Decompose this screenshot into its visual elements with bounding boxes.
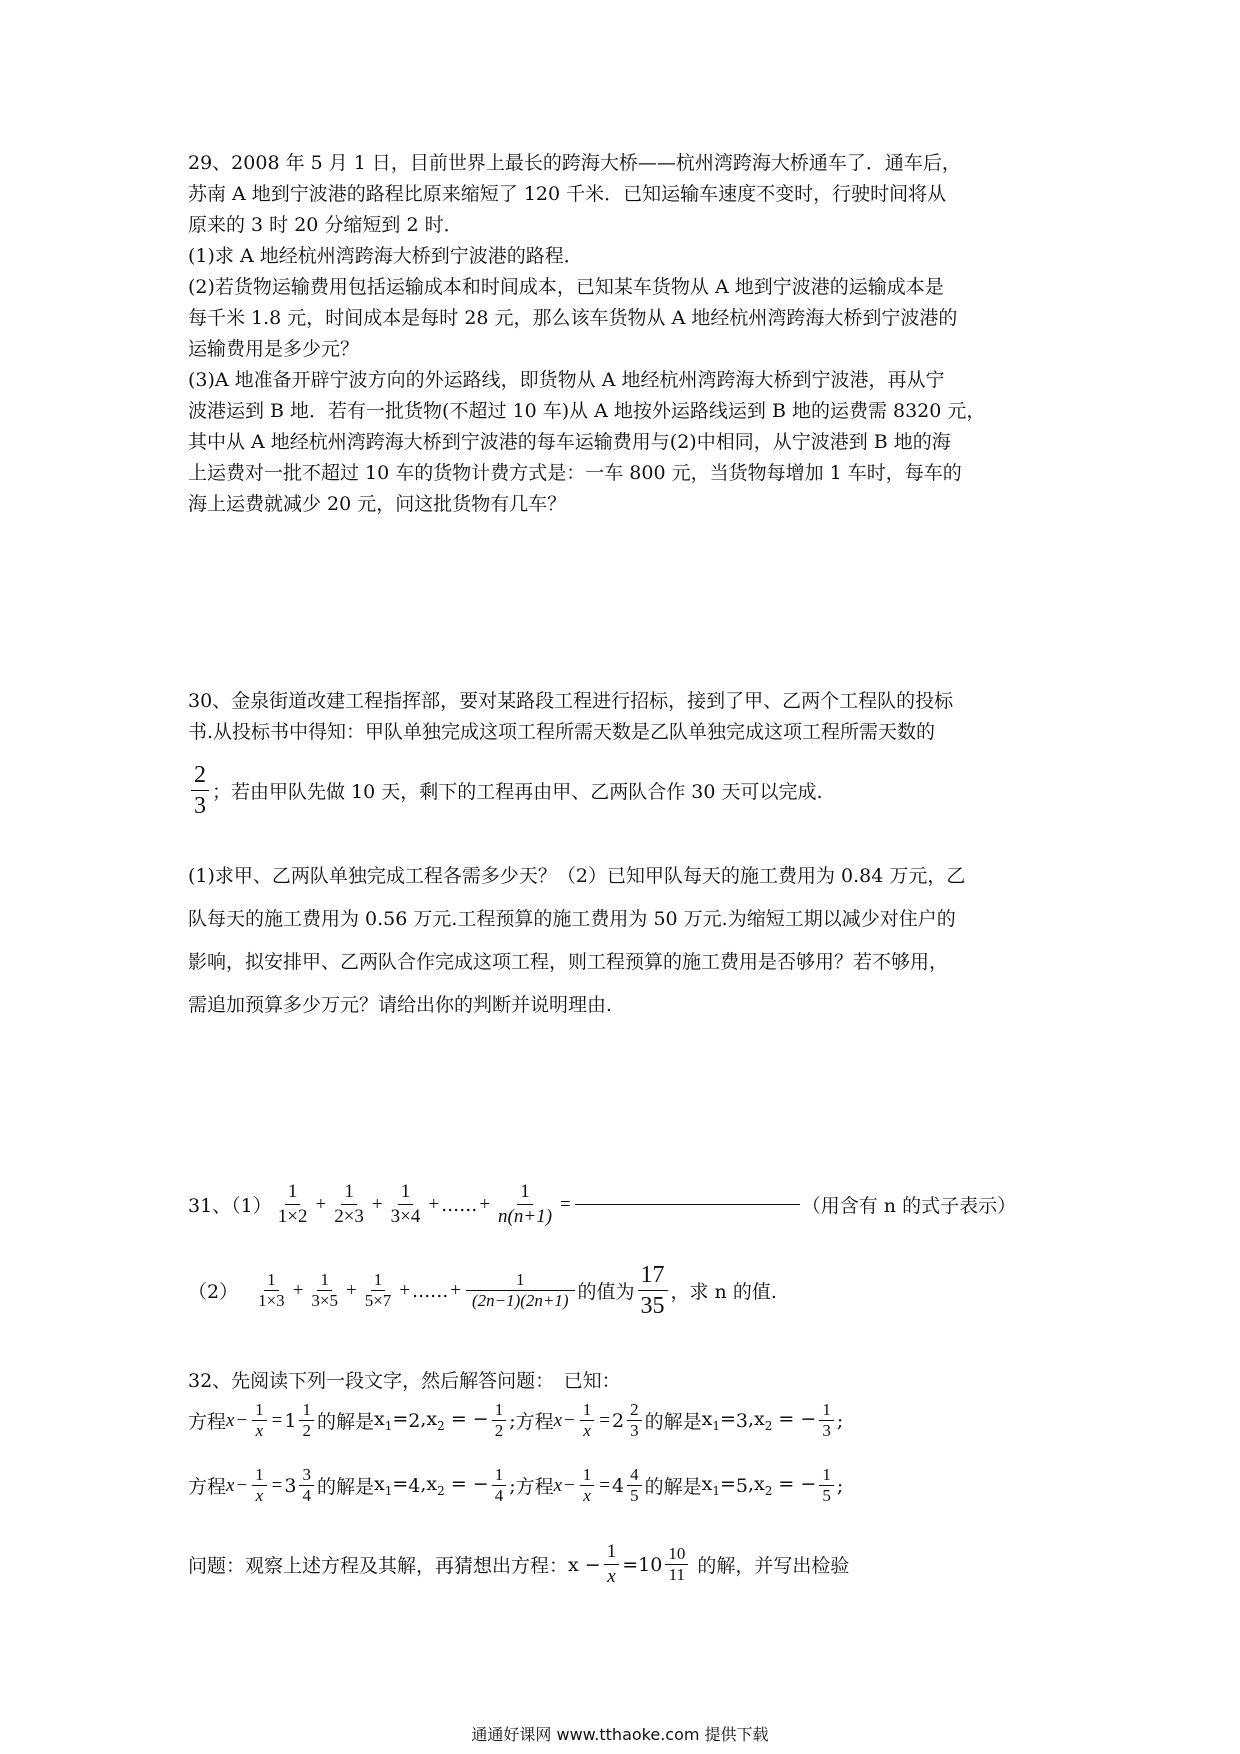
fraction: $\frac{1}{4}$ [492, 1465, 507, 1506]
fraction: $\frac{1}{1\times 2}$ [277, 1181, 308, 1227]
q29-line: 海上运费就减少 20 元，问这批货物有几车？ [188, 493, 567, 515]
fraction: $\frac{1}{2}$ [299, 1400, 314, 1441]
q32-problem: 问题：观察上述方程及其解，再猜想出方程： x − $\frac{1}{x}$ = 10 $\frac{10}{11}$ 的解，并写出检验 [188, 1541, 850, 1587]
q29-line: 上运费对一批不超过 10 车的货物计费方式是：一车 800 元，当货物每增加 1 车时，每车的 [188, 462, 962, 484]
q30-line: 需追加预算多少万元？请给出你的判断并说明理由. [188, 994, 613, 1016]
q29-line: 其中从 A 地经杭州湾跨海大桥到宁波港的每车运输费用与(2)中相同，从宁波港到 B 地的海 [188, 431, 951, 453]
q30-subquestions [188, 855, 1068, 1027]
fraction: $\frac{1}{x}$ [252, 1465, 267, 1506]
q29-line: 运输费用是多少元？ [188, 338, 360, 360]
fraction: $\frac{1}{2\times 3}$ [334, 1181, 364, 1227]
fraction: $\frac{17}{35}$ [638, 1260, 668, 1321]
fraction: $\frac{1}{5\times 7}$ [364, 1270, 392, 1310]
q30-line: 队每天的施工费用为 0.56 万元.工程预算的施工费用为 50 万元.为缩短工期以减少对住户的 [188, 908, 956, 930]
fraction: $\frac{1}{2}$ [492, 1400, 507, 1441]
q32-intro: 32、先阅读下列一段文字，然后解答问题： 已知： [188, 1370, 621, 1392]
fraction: $\frac{1}{n(n+1)}$ [498, 1181, 553, 1227]
fraction: $\frac{1}{x}$ [580, 1400, 595, 1441]
q29-line: 29、2008 年 5 月 1 日，目前世界上最长的跨海大桥——杭州湾跨海大桥通车了．通车后， [188, 152, 961, 174]
q29-line: (3)A 地准备开辟宁波方向的外运路线，即货物从 A 地经杭州湾跨海大桥到宁波港，再从宁 [188, 369, 945, 391]
fraction: $\frac{1}{1\times 3}$ [258, 1270, 285, 1310]
q32-equation-row: 方程 x − $\frac{1}{x}$ = 3 $\frac{3}{4}$ 的解是 $x_1=$ 4 $,x_2$ = − $\frac{1}{4}$ ; 方程 x − $\frac{1}{x}$ = 4 $\frac{4}{5}$ 的解是 $x_1=$ 5 $,x_2$ = − $\frac{1}{5}$ ; [188, 1465, 844, 1505]
fraction: $\frac{1}{x}$ [580, 1465, 595, 1506]
q29-line: (1)求 A 地经杭州湾跨海大桥到宁波港的路程． [188, 245, 583, 267]
q29-line: (2)若货物运输费用包括运输成本和时间成本，已知某车货物从 A 地到宁波港的运输成本是 [188, 276, 944, 298]
fraction: $\frac{2}{3}$ [627, 1400, 642, 1441]
q30-text [188, 686, 1068, 748]
q29-line: 波港运到 B 地．若有一批货物(不超过 10 车)从 A 地按外运路线运到 B 地的运费需 8320 元， [188, 400, 986, 422]
fraction: $\frac{3}{4}$ [299, 1465, 314, 1506]
q29-line: 苏南 A 地到宁波港的路程比原来缩短了 120 千米．已知运输车速度不变时，行驶时间将从 [188, 183, 947, 205]
q31-part1: 31、（1） $\frac{1}{1\times 2}$ + $\frac{1}{2\times 3}$ + $\frac{1}{3\times 4}$ + ...... + $\frac{1}{n(n+1)}$ = （用含有 n 的式子表示） [188, 1181, 1017, 1227]
fraction: $\frac{1}{x}$ [604, 1540, 620, 1589]
q30-fraction: $\frac{2}{3}$ [191, 760, 209, 821]
q30-line: 影响，拟安排甲、乙两队合作完成这项工程，则工程预算的施工费用是否够用？若不够用， [188, 951, 949, 973]
page-footer: 通通好课网 www.tthaoke.com 提供下载 [471, 1725, 769, 1744]
fraction: $\frac{1}{5}$ [819, 1465, 834, 1506]
q29-line: 每千米 1.8 元，时间成本是每时 28 元，那么该车货物从 A 地经杭州湾跨海大桥到宁波港的 [188, 307, 958, 329]
fraction: $\frac{1}{(2n-1)(2n+1)}$ [466, 1270, 575, 1311]
fraction: $\frac{1}{3}$ [819, 1400, 834, 1441]
fraction: $\frac{1}{3\times 5}$ [311, 1270, 338, 1310]
q29-text [188, 148, 1068, 520]
q30-line: ；若由甲队先做 10 天，剩下的工程再由甲、乙两队合作 30 天可以完成. [212, 781, 823, 803]
answer-blank[interactable] [575, 1204, 800, 1205]
fraction: $\frac{1}{x}$ [252, 1400, 267, 1441]
q32-equation-row: 方程 x − $\frac{1}{x}$ = 1 $\frac{1}{2}$ 的解是 $x_1=$ 2 $,x_2$ = − $\frac{1}{2}$ ; 方程 x − $\frac{1}{x}$ = 2 $\frac{2}{3}$ 的解是 $x_1=$ 3 $,x_2$ = − $\frac{1}{3}$ ; [188, 1400, 844, 1440]
fraction: $\frac{4}{5}$ [627, 1465, 642, 1506]
q30-fraction-line [188, 760, 823, 821]
q31-label: （2） [188, 1281, 239, 1303]
q30-line: 30、金泉街道改建工程指挥部，要对某路段工程进行招标，接到了甲、乙两个工程队的投标 [188, 690, 954, 712]
fraction: $\frac{1}{3\times 4}$ [390, 1181, 421, 1227]
q30-line: 书.从投标书中得知：甲队单独完成这项工程所需天数是乙队单独完成这项工程所需天数的 [188, 721, 936, 743]
fraction: $\frac{10}{11}$ [665, 1544, 688, 1585]
q30-line: (1)求甲、乙两队单独完成工程各需多少天？（2）已知甲队每天的施工费用为 0.84 万元，乙 [188, 865, 966, 887]
q31-part2: （2） $\frac{1}{1\times 3}$ + $\frac{1}{3\times 5}$ + $\frac{1}{5\times 7}$ + ...... + $\frac{1}{(2n-1)(2n+1)}$ 的值为 $\frac{17}{35}$ ，求 n 的值. [188, 1262, 777, 1319]
q31-label: 31、（1） [188, 1195, 272, 1217]
q31-hint: （用含有 n 的式子表示） [801, 1195, 1017, 1217]
q29-line: 原来的 3 时 20 分缩短到 2 时． [188, 214, 463, 236]
